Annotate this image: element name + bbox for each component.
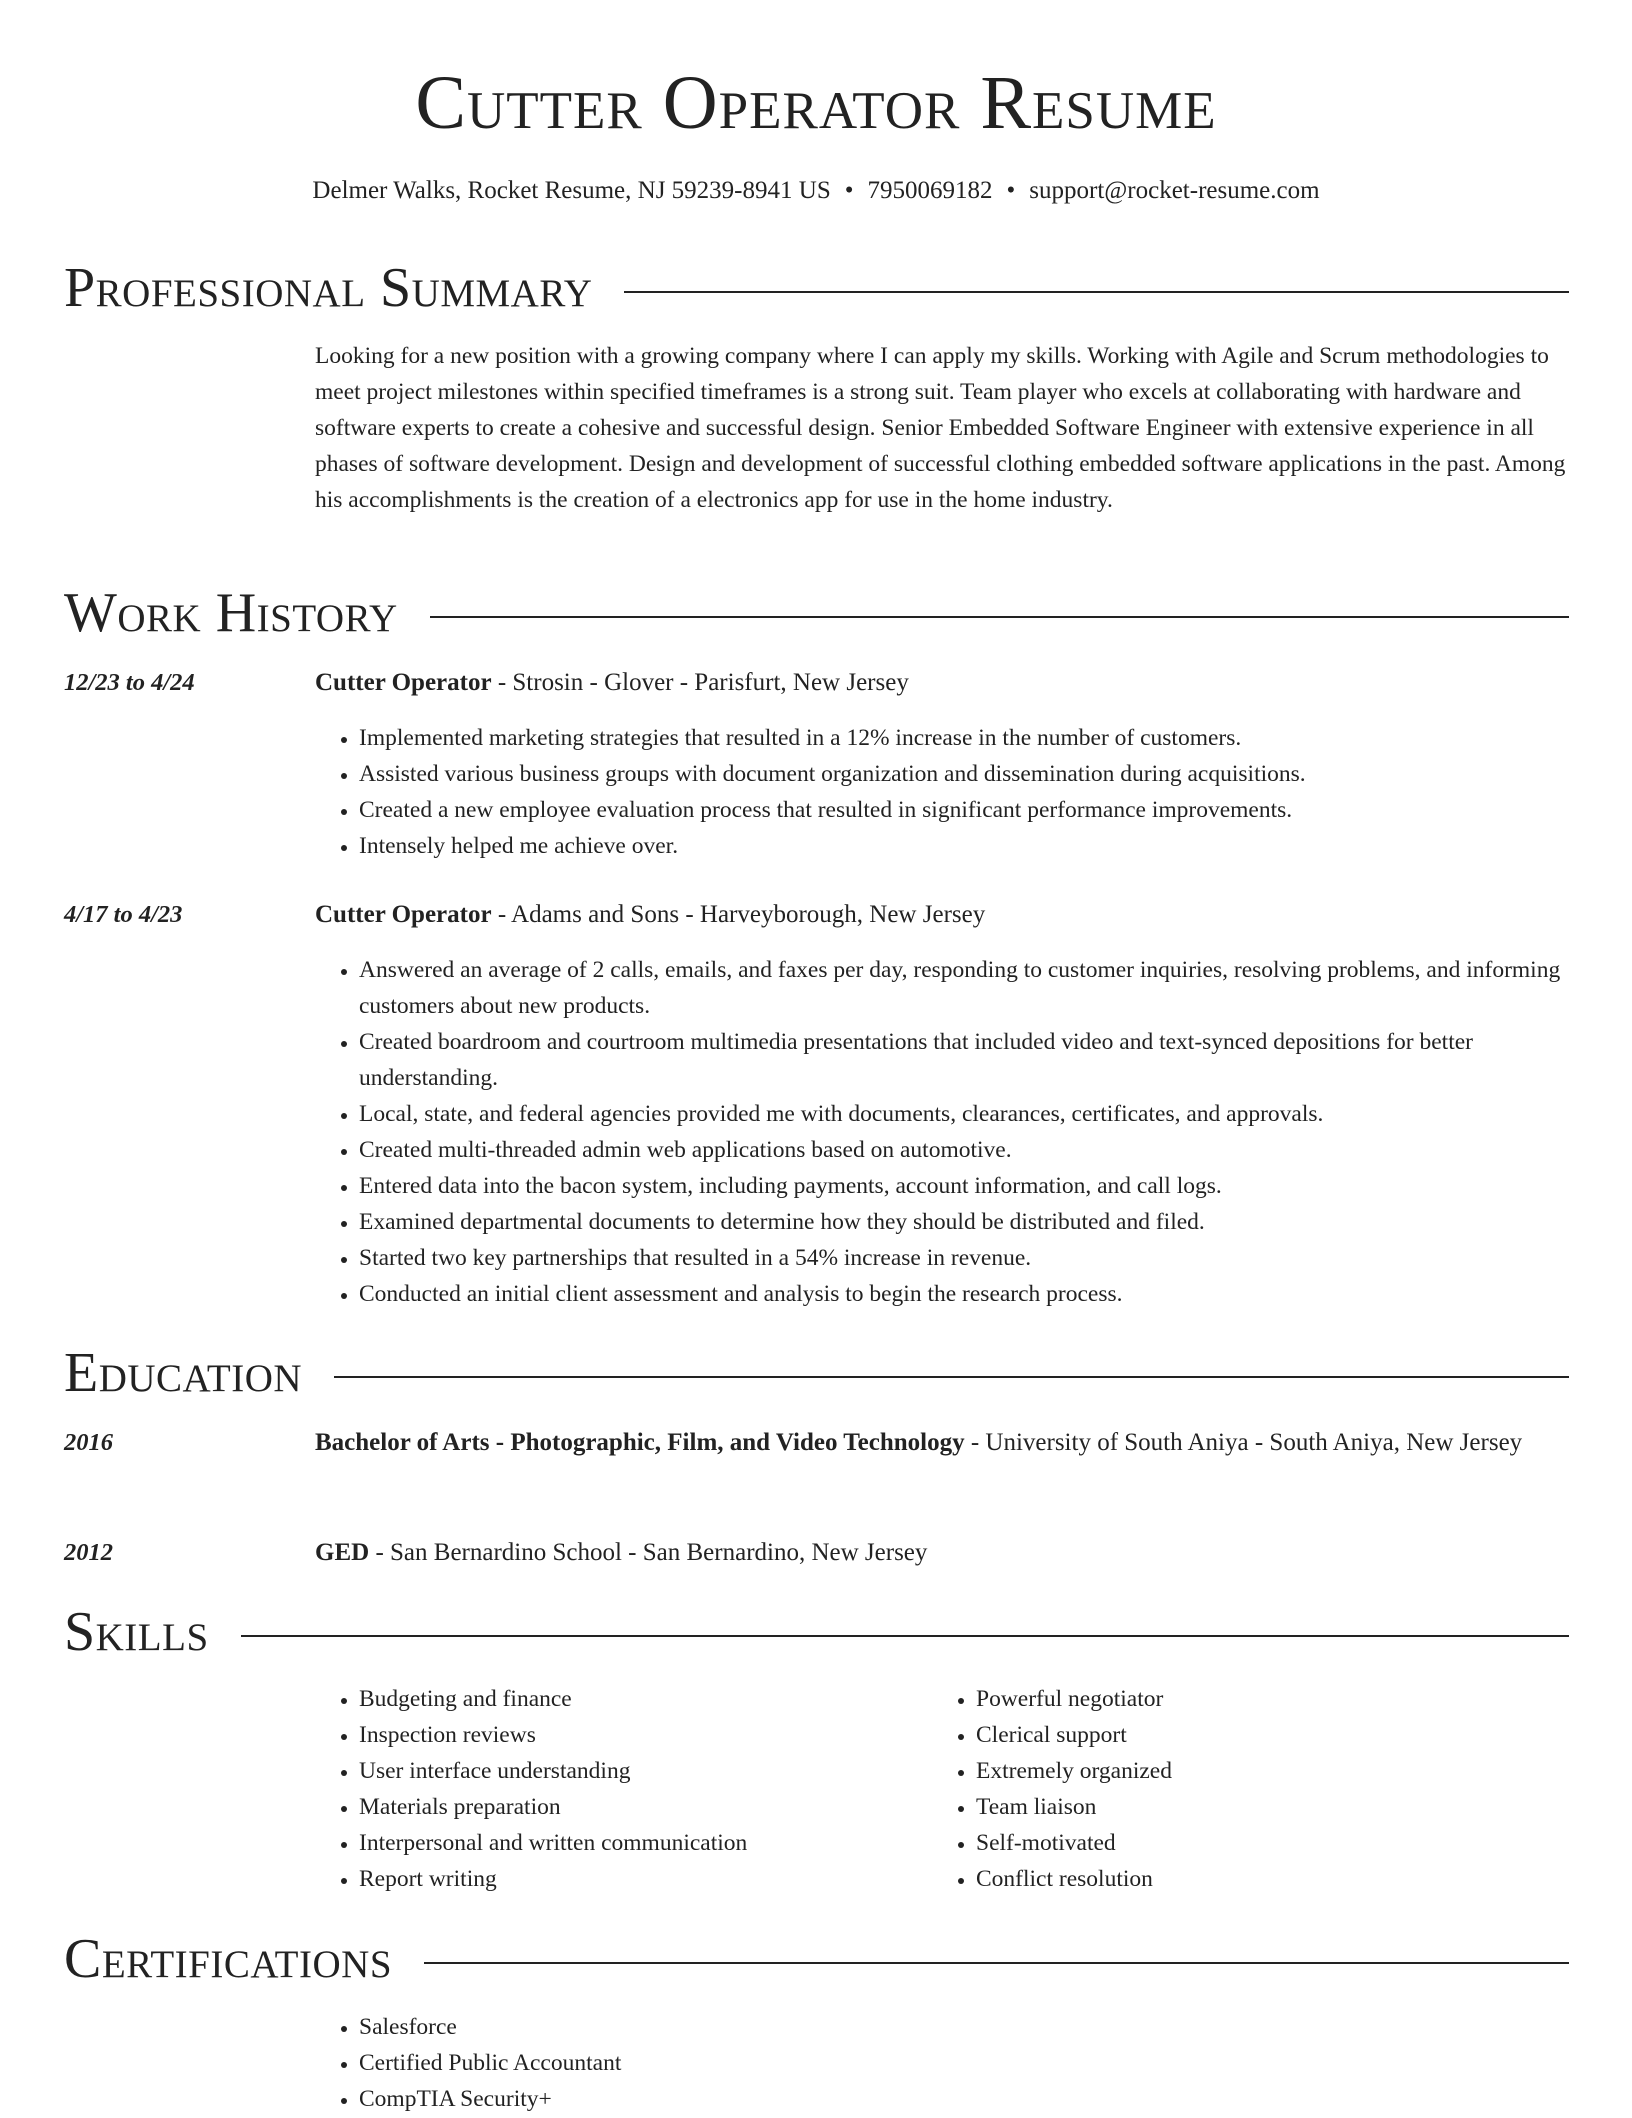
- education-year: 2016: [64, 1429, 113, 1456]
- section-education-heading: Education: [64, 1342, 303, 1404]
- contact-address: Delmer Walks, Rocket Resume, NJ 59239-8941 US: [312, 177, 831, 204]
- section-skills-header: [64, 1600, 1569, 1664]
- job-heading: [315, 664, 1569, 702]
- job-bullet: • Created a new employee evaluation process that resulted in significant performance improvements.: [359, 792, 1613, 828]
- skill-item: • Self-motivated: [976, 1825, 1516, 1861]
- job-bullet: • Created multi-threaded admin web applications based on automotive.: [359, 1132, 1613, 1168]
- section-work-heading: Work History: [64, 582, 398, 644]
- section-skills-heading: Skills: [64, 1601, 209, 1663]
- contact-separator: •: [1006, 177, 1016, 204]
- section-divider: [241, 1635, 1569, 1637]
- job-bullet: • Implemented marketing strategies that resulted in a 12% increase in the number of customers.: [359, 720, 1613, 756]
- job-employer: - Strosin - Glover - Parisfurt, New Jersey: [491, 669, 909, 696]
- contact-email: support@rocket-resume.com: [1029, 177, 1320, 204]
- section-divider: [624, 291, 1569, 293]
- job-dates: 12/23 to 4/24: [64, 669, 195, 696]
- education-year: 2012: [64, 1539, 113, 1566]
- section-education-header: [64, 1341, 1569, 1405]
- section-certifications-heading: Certifications: [64, 1928, 393, 1990]
- job-bullet: • Created boardroom and courtroom multimedia presentations that included video and text-synced depositions for better understanding.: [359, 1024, 1613, 1096]
- certification-item: • CompTIA Security+: [359, 2081, 1613, 2117]
- education-degree: GED: [315, 1539, 370, 1566]
- contact-separator: •: [844, 177, 854, 204]
- skills-list-left: [315, 1681, 899, 1897]
- job-bullet: • Started two key partnerships that resulted in a 54% increase in revenue.: [359, 1240, 1613, 1276]
- contact-line: [0, 174, 1632, 208]
- certification-item: • Certified Public Accountant: [359, 2045, 1613, 2081]
- skill-item: • Report writing: [359, 1861, 899, 1897]
- skill-item: • User interface understanding: [359, 1753, 899, 1789]
- skill-item: • Conflict resolution: [976, 1861, 1516, 1897]
- job-bullet: • Intensely helped me achieve over.: [359, 828, 1613, 864]
- resume-title: Cutter Operator Resume: [415, 61, 1217, 145]
- summary-text: Looking for a new position with a growing company where I can apply my skills. Working with Agile and Scrum methodologies to meet project milestones within specified timeframes is a strong suit. Team player who excels at collaborating with hardware and software experts to create a cohesive and successful design. Senior Embedded Software Engineer with extensive experience in all phases of software development. Design and development of successful clothing embedded software applications in the past. Among his accomplishments is the creation of a electronics app for use in the home industry.: [315, 343, 1566, 513]
- skill-item: • Materials preparation: [359, 1789, 899, 1825]
- skill-item: • Clerical support: [976, 1717, 1516, 1753]
- job-bullet: • Entered data into the bacon system, including payments, account information, and call logs.: [359, 1168, 1613, 1204]
- job-bullet-list: [315, 952, 1613, 1312]
- education-school: - University of South Aniya - South Aniya, New Jersey: [964, 1429, 1523, 1456]
- skill-item: • Budgeting and finance: [359, 1681, 899, 1717]
- skills-list-right: [932, 1681, 1516, 1897]
- section-divider: [334, 1376, 1569, 1378]
- section-divider: [430, 616, 1569, 618]
- job-bullet-list: [315, 720, 1613, 864]
- skill-item: • Team liaison: [976, 1789, 1516, 1825]
- section-work-header: [64, 581, 1569, 645]
- section-summary-header: [64, 256, 1569, 320]
- education-school: - San Bernardino School - San Bernardino, New Jersey: [369, 1539, 928, 1566]
- job-heading: [315, 896, 1569, 934]
- job-title: Cutter Operator: [315, 669, 492, 696]
- skill-item: • Inspection reviews: [359, 1717, 899, 1753]
- education-entry: [315, 1534, 1569, 1572]
- job-bullet: • Examined departmental documents to determine how they should be distributed and filed.: [359, 1204, 1613, 1240]
- job-dates: 4/17 to 4/23: [64, 901, 183, 928]
- certifications-list: [315, 2009, 1613, 2117]
- education-degree: Bachelor of Arts - Photographic, Film, and Video Technology: [315, 1429, 965, 1456]
- skill-item: • Interpersonal and written communication: [359, 1825, 899, 1861]
- job-bullet: • Answered an average of 2 calls, emails, and faxes per day, responding to customer inquiries, resolving problems, and informing customers about new products.: [359, 952, 1613, 1024]
- job-bullet: • Assisted various business groups with document organization and dissemination during acquisitions.: [359, 756, 1613, 792]
- job-title: Cutter Operator: [315, 901, 492, 928]
- skill-item: • Extremely organized: [976, 1753, 1516, 1789]
- skill-item: • Powerful negotiator: [976, 1681, 1516, 1717]
- contact-phone: 7950069182: [867, 177, 993, 204]
- job-employer: - Adams and Sons - Harveyborough, New Jersey: [491, 901, 986, 928]
- section-certifications-header: [64, 1927, 1569, 1991]
- job-bullet: • Local, state, and federal agencies provided me with documents, clearances, certificates, and approvals.: [359, 1096, 1613, 1132]
- section-summary-heading: Professional Summary: [64, 257, 593, 319]
- certification-item: • Salesforce: [359, 2009, 1613, 2045]
- job-bullet: • Conducted an initial client assessment and analysis to begin the research process.: [359, 1276, 1613, 1312]
- section-divider: [424, 1962, 1569, 1964]
- education-entry: [315, 1424, 1569, 1462]
